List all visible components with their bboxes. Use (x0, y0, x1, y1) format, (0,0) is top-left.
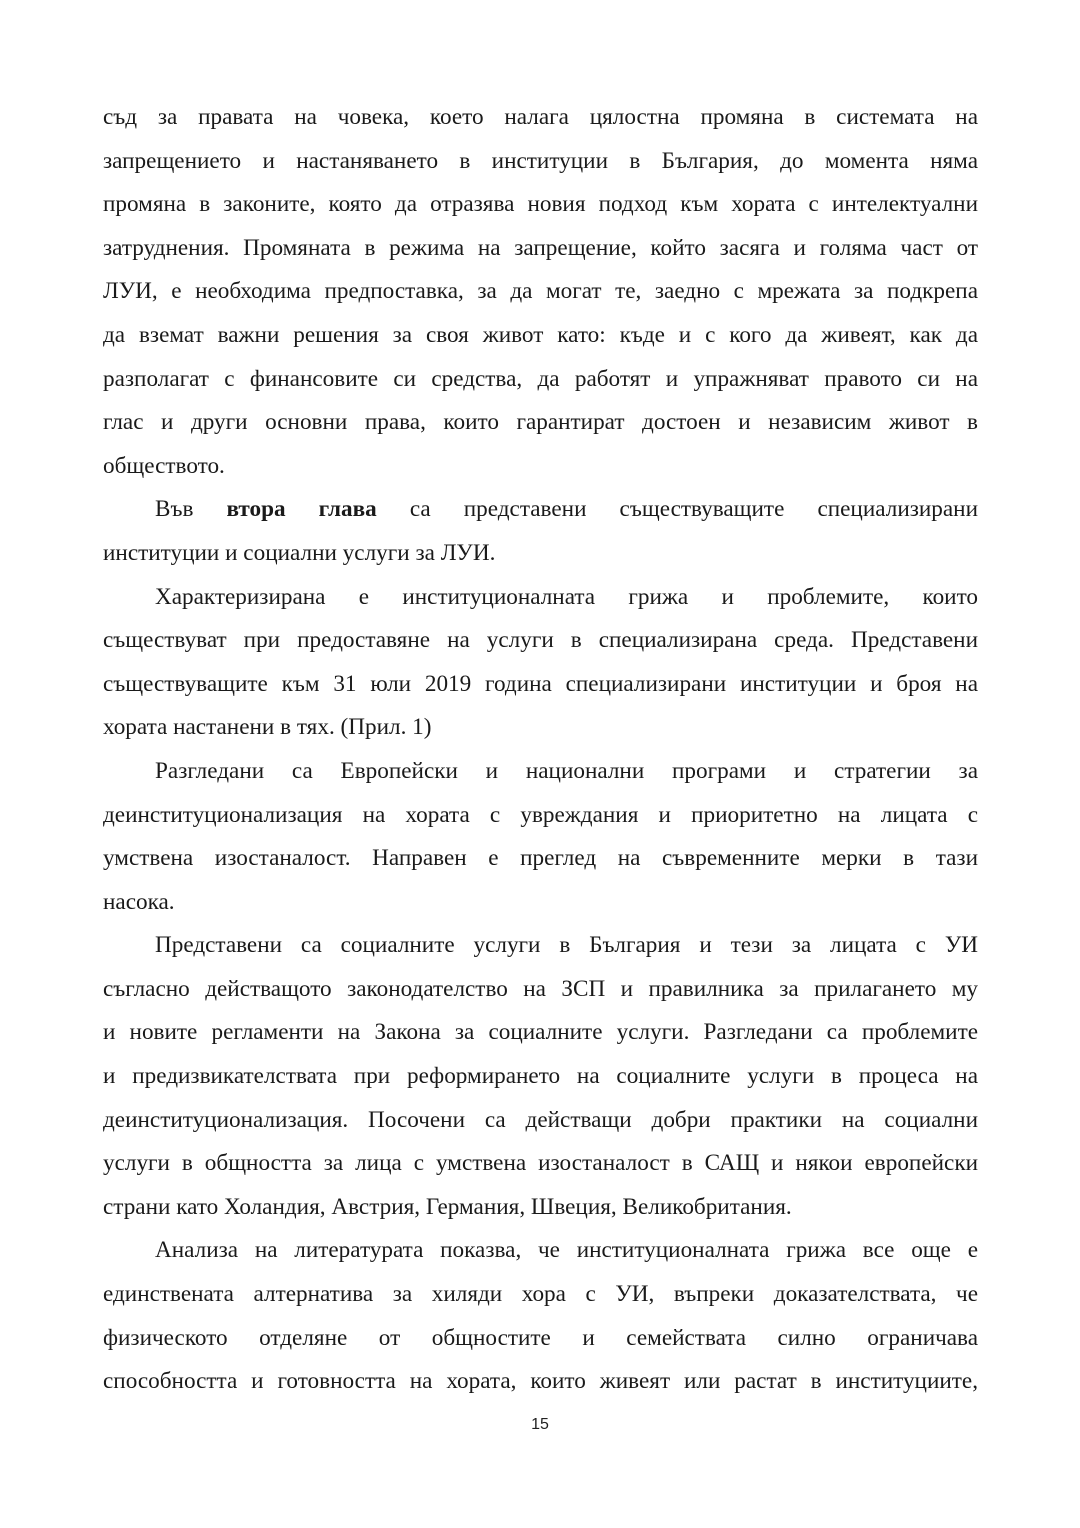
paragraph-line: физическото отделяне от общностите и семействата силно ограничава (103, 1324, 978, 1351)
paragraph-2 (103, 488, 978, 575)
paragraph-line: и новите регламенти на Закона за социалните услуги. Разгледани са проблемите (103, 1019, 978, 1046)
paragraph-4 (103, 750, 978, 924)
paragraph-1 (103, 96, 978, 488)
paragraph-line: промяна в законите, която да отразява новия подход към хората с интелектуални (103, 191, 978, 218)
paragraph-line: запрещението и настаняването в институции в България, до момента няма (103, 147, 978, 174)
paragraph-3 (103, 576, 978, 750)
paragraph-line: способността и готовността на хората, които живеят или растат в институциите, (103, 1368, 978, 1395)
paragraph-line: Характеризирана е институционалната грижа и проблемите, които (155, 583, 978, 610)
paragraph-line: обществото. (103, 452, 225, 479)
paragraph-line-rest: са представени съществуващите специализирани (376, 496, 978, 523)
paragraph-line: деинституционализация на хората с увреждания и приоритетно на лицата с (103, 801, 978, 828)
paragraph-line: насока. (103, 888, 175, 915)
paragraph-line: деинституционализация. Посочени са действащи добри практики на социални (103, 1106, 978, 1133)
paragraph-line: хората настанени в тях. (Прил. 1) (103, 714, 432, 741)
paragraph-prefix: Във (155, 496, 227, 523)
paragraph-line: умствена изостаналост. Направен е преглед на съвременните мерки в тази (103, 845, 978, 872)
paragraph-line: Разгледани са Европейски и национални програми и стратегии за (155, 757, 978, 784)
document-page (103, 96, 978, 1404)
paragraph-line: институции и социални услуги за ЛУИ. (103, 539, 496, 566)
paragraph-line: да вземат важни решения за своя живот като: къде и с кого да живеят, как да (103, 321, 978, 348)
paragraph-line: съгласно действащото законодателство на ЗСП и правилника за прилагането му (103, 975, 978, 1002)
paragraph-line (103, 488, 978, 532)
paragraph-line: единствената алтернатива за хиляди хора с УИ, въпреки доказателствата, че (103, 1281, 978, 1308)
paragraph-line: и предизвикателствата при реформирането на социалните услуги в процеса на (103, 1063, 978, 1090)
paragraph-5 (103, 924, 978, 1229)
paragraph-line: съд за правата на човека, което налага цялостна промяна в системата на (103, 104, 978, 130)
paragraph-line: разполагат с финансовите си средства, да работят и упражняват правото си на (103, 365, 978, 392)
paragraph-line: съществуващите към 31 юли 2019 година специализирани институции и броя на (103, 670, 978, 697)
page-number: 15 (531, 1416, 549, 1433)
paragraph-line: съществуват при предоставяне на услуги в специализирана среда. Представени (103, 627, 978, 654)
paragraph-line: Представени са социалните услуги в България и тези за лицата с УИ (155, 932, 978, 959)
bold-chapter-reference: втора глава (226, 496, 377, 523)
paragraph-6 (103, 1229, 978, 1403)
paragraph-line: ЛУИ, е необходима предпоставка, за да могат те, заедно с мрежата за подкрепа (103, 278, 978, 305)
paragraph-line: глас и други основни права, които гарантират достоен и независим живот в (103, 409, 978, 436)
paragraph-line: услуги в общността за лица с умствена изостаналост в САЩ и някои европейски (103, 1150, 978, 1177)
paragraph-line: Анализа на литературата показва, че институционалната грижа все още е (155, 1237, 978, 1264)
paragraph-line: затруднения. Промяната в режима на запрещение, който засяга и голяма част от (103, 234, 978, 261)
paragraph-line: страни като Холандия, Австрия, Германия, Швеция, Великобритания. (103, 1193, 792, 1220)
